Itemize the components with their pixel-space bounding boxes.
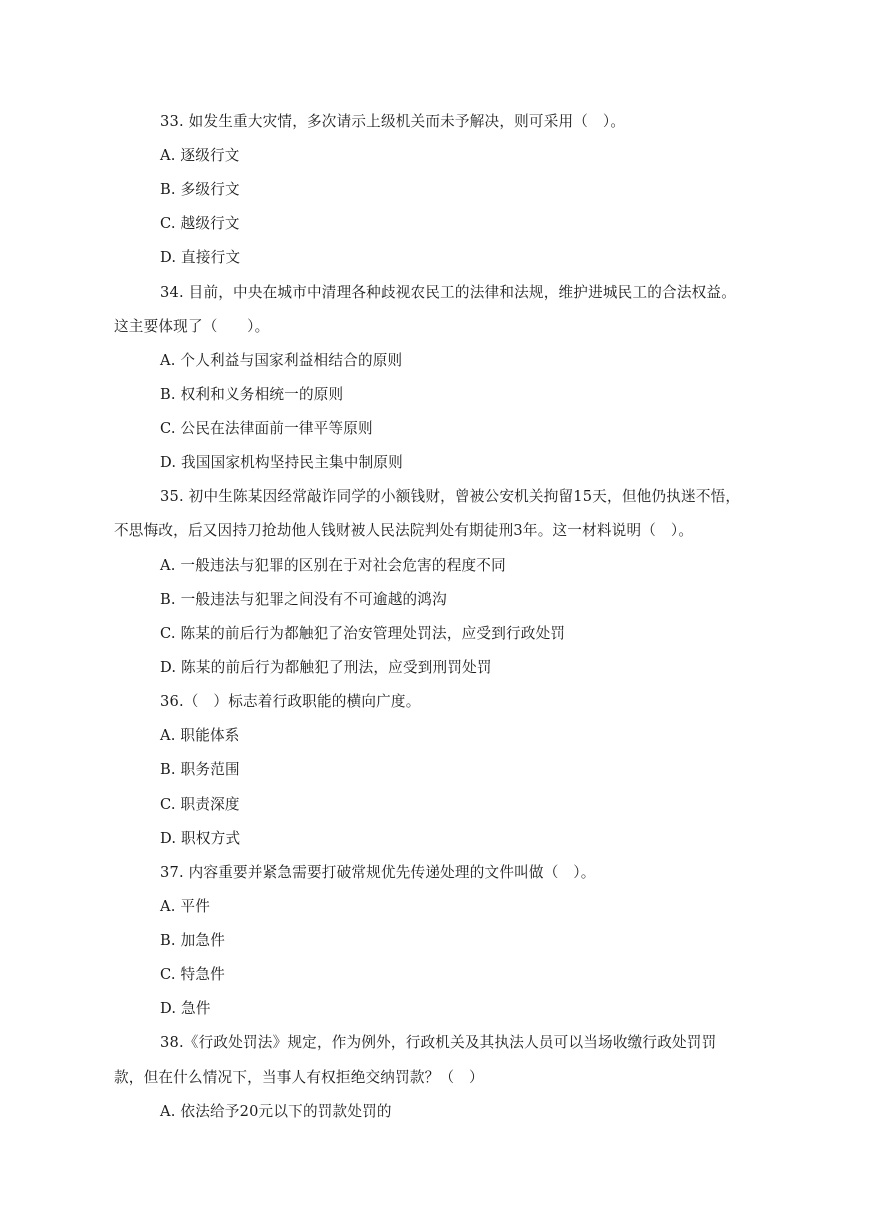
- question-37-option-b: B. 加急件: [160, 932, 225, 949]
- question-38-option-a: A. 依法给予20元以下的罚款处罚的: [160, 1103, 392, 1120]
- question-33-text: 33. 如发生重大灾情，多次请示上级机关而未予解决，则可采用（ ）。: [160, 113, 626, 130]
- question-36-option-c: C. 职责深度: [160, 796, 240, 813]
- question-34-option-a: A. 个人利益与国家利益相结合的原则: [160, 352, 403, 369]
- question-35-text-line-2: 不思悔改，后又因持刀抢劫他人钱财被人民法院判处有期徒刑3年。这一材料说明（ ）。: [114, 522, 694, 539]
- question-33-option-b: B. 多级行文: [160, 181, 240, 198]
- question-35-option-d: D. 陈某的前后行为都触犯了刑法，应受到刑罚处罚: [160, 659, 492, 676]
- question-36-option-b: B. 职务范围: [160, 761, 240, 778]
- question-37-option-a: A. 平件: [160, 898, 211, 915]
- question-33-option-a: A. 逐级行文: [160, 147, 240, 164]
- question-38-text-line-2: 款，但在什么情况下，当事人有权拒绝交纳罚款？（ ）: [114, 1069, 484, 1086]
- question-33-option-d: D. 直接行文: [160, 249, 241, 266]
- question-38-text-line-1: 38.《行政处罚法》规定，作为例外，行政机关及其执法人员可以当场收缴行政处罚罚: [160, 1034, 717, 1051]
- question-37-option-c: C. 特急件: [160, 966, 225, 983]
- question-35-option-a: A. 一般违法与犯罪的区别在于对社会危害的程度不同: [160, 557, 506, 574]
- question-33-option-c: C. 越级行文: [160, 215, 240, 232]
- question-35-option-b: B. 一般违法与犯罪之间没有不可逾越的鸿沟: [160, 591, 447, 608]
- question-34-option-c: C. 公民在法律面前一律平等原则: [160, 420, 373, 437]
- question-34-option-b: B. 权利和义务相统一的原则: [160, 386, 344, 403]
- question-34-option-d: D. 我国国家机构坚持民主集中制原则: [160, 454, 403, 471]
- question-36-text: 36.（ ）标志着行政职能的横向广度。: [160, 693, 421, 710]
- question-36-option-a: A. 职能体系: [160, 727, 240, 744]
- question-34-text-line-2: 这主要体现了（ ）。: [114, 318, 270, 335]
- question-35-option-c: C. 陈某的前后行为都触犯了治安管理处罚法，应受到行政处罚: [160, 625, 566, 642]
- question-35-text-line-1: 35. 初中生陈某因经常敲诈同学的小额钱财，曾被公安机关拘留15天，但他仍执迷不悟，: [160, 488, 741, 505]
- question-37-text: 37. 内容重要并紧急需要打破常规优先传递处理的文件叫做（ ）。: [160, 864, 596, 881]
- question-37-option-d: D. 急件: [160, 1000, 211, 1017]
- question-36-option-d: D. 职权方式: [160, 830, 241, 847]
- question-34-text-line-1: 34. 目前，中央在城市中清理各种歧视农民工的法律和法规，维护进城民工的合法权益。: [160, 284, 737, 301]
